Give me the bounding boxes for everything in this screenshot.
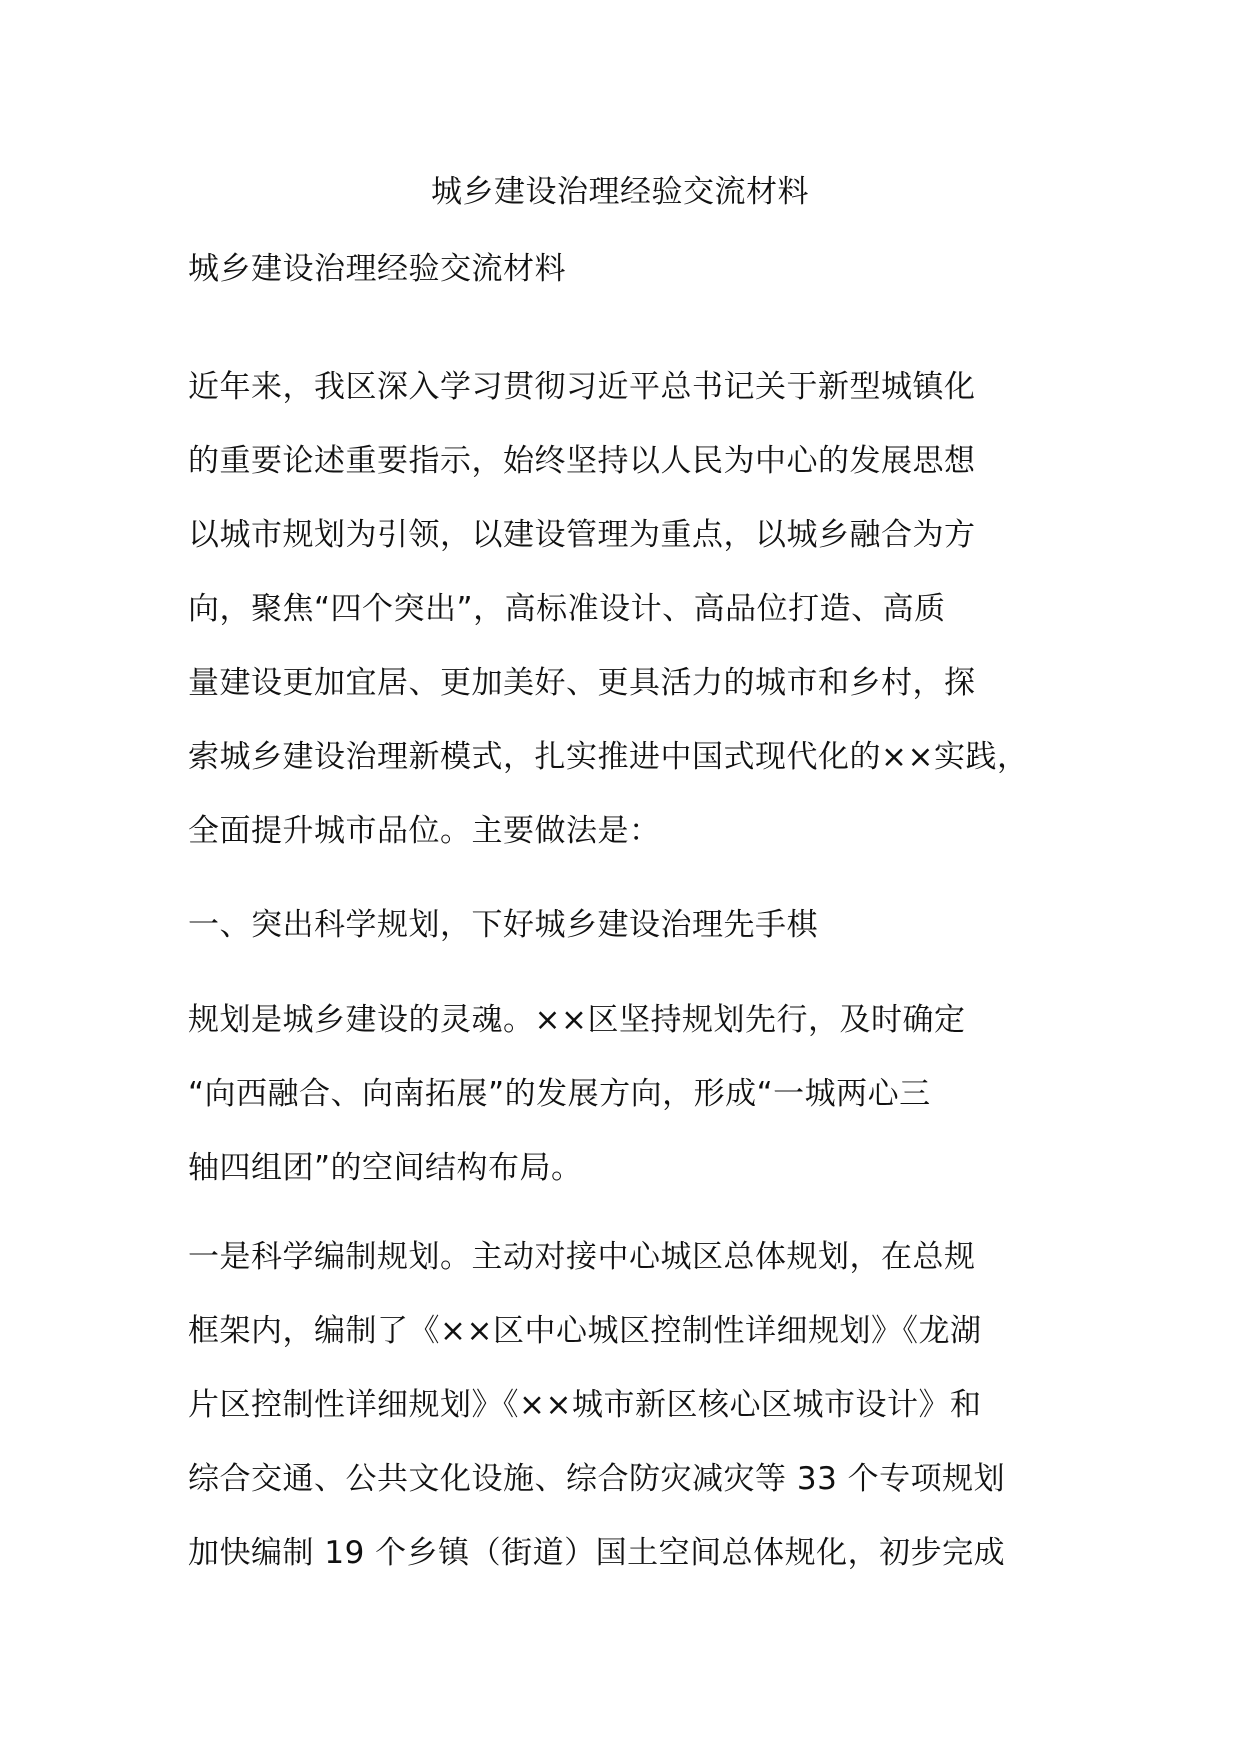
text-line: 片区控制性详细规划》《××城市新区核心区城市设计》和: [188, 1387, 982, 1423]
paragraph-intro: [188, 350, 1068, 868]
text-line: 全面提升城市品位。主要做法是：: [188, 813, 661, 849]
text-line: 向，聚焦“四个突出”，高标准设计、高品位打造、高质: [188, 591, 946, 627]
text-line: 轴四组团”的空间结构布局。: [188, 1150, 583, 1186]
text-line: 综合交通、公共文化设施、综合防灾减灾等 33 个专项规划: [188, 1461, 1006, 1497]
document-subtitle: 城乡建设治理经验交流材料: [188, 251, 566, 287]
document-title: 城乡建设治理经验交流材料: [431, 174, 809, 210]
text-line: “向西融合、向南拓展”的发展方向，形成“一城两心三: [188, 1076, 931, 1112]
text-line: 一是科学编制规划。主动对接中心城区总体规划，在总规: [188, 1239, 976, 1275]
text-line: 框架内，编制了《××区中心城区控制性详细规划》《龙湖: [188, 1313, 982, 1349]
section-heading: 一、突出科学规划，下好城乡建设治理先手棋: [188, 907, 818, 943]
paragraph-compile-plans: [188, 1220, 1068, 1590]
text-line: 的重要论述重要指示，始终坚持以人民为中心的发展思想: [188, 443, 976, 479]
text-line: 以城市规划为引领，以建设管理为重点，以城乡融合为方: [188, 517, 976, 553]
paragraph-planning: [188, 983, 1068, 1205]
text-line: 量建设更加宜居、更加美好、更具活力的城市和乡村，探: [188, 665, 976, 701]
text-line: 规划是城乡建设的灵魂。××区坚持规划先行，及时确定: [188, 1002, 966, 1038]
text-line: 加快编制 19 个乡镇（街道）国土空间总体规化，初步完成: [188, 1535, 1006, 1571]
text-line: 索城乡建设治理新模式，扎实推进中国式现代化的××实践，: [188, 739, 1029, 775]
text-line: 近年来，我区深入学习贯彻习近平总书记关于新型城镇化: [188, 369, 976, 405]
